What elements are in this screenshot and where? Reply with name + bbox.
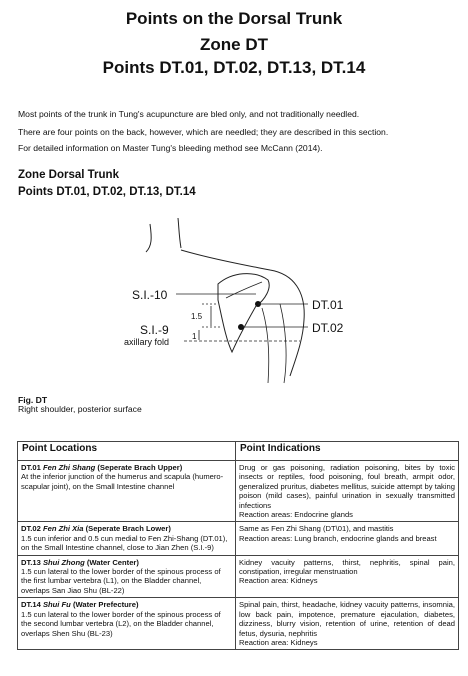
table-row (18, 555, 459, 598)
intro-line-1: Most points of the trunk in Tung's acupuncture are bled only, and not traditionally needled. (18, 109, 360, 119)
indication-text: Spinal pain, thirst, headache, kidney vacuity patterns, insomnia, low back pain, impotence, premature ejaculation, diabetes, dizziness, blurry vision, retention of urine, retention of dead fetus, dysuria, nephritis (239, 600, 455, 638)
point-pinyin: Fen Zhi Xia (42, 524, 84, 534)
neck-line-right (178, 218, 181, 248)
point-pinyin: Shui Zhong (42, 557, 85, 567)
label-si9: S.I.-9 (140, 323, 169, 337)
label-measure-15: 1.5 (191, 312, 203, 321)
points-table (17, 441, 459, 650)
header-locations: Point Locations (18, 442, 236, 461)
table-row (18, 598, 459, 650)
table-row (18, 461, 459, 522)
table-header-row (18, 442, 459, 461)
point-code: DT.02 (21, 524, 41, 534)
intro-line-3: For detailed information on Master Tung's bleeding method see McCann (2014). (18, 143, 323, 153)
point-english: (Water Center) (86, 557, 139, 567)
scapula-spine (226, 282, 262, 298)
point-code: DT.01 (21, 463, 41, 472)
location-cell (18, 598, 236, 650)
page-title: Points on the Dorsal Trunk (125, 9, 343, 28)
shoulder-figure (0, 208, 468, 388)
label-dt01: DT.01 (312, 298, 344, 312)
table-row (18, 522, 459, 555)
point-code: DT.14 (21, 600, 41, 610)
label-measure-1: 1 (192, 332, 197, 341)
reaction-text: Reaction area: Kidneys (239, 576, 318, 586)
label-si10: S.I.-10 (132, 288, 168, 302)
figure-caption-title: Fig. DT (18, 395, 48, 405)
location-cell (18, 522, 236, 555)
point-pinyin: Shui Fu (42, 600, 71, 610)
point-english: (Seperate Brach Upper) (97, 463, 183, 472)
humerus-line-2 (280, 304, 286, 383)
point-english: (Seperate Brach Lower) (85, 524, 171, 534)
indication-text: Same as Fen Zhi Shang (DT\01), and mastitis (239, 524, 394, 534)
points-title: Points DT.01, DT.02, DT.13, DT.14 (102, 58, 366, 77)
label-axillary: axillary fold (124, 337, 170, 347)
section-subheading: Points DT.01, DT.02, DT.13, DT.14 (18, 186, 196, 198)
header-indications: Point Indications (236, 442, 459, 461)
indication-cell (236, 555, 459, 598)
indication-cell (236, 598, 459, 650)
point-code: DT.13 (21, 557, 41, 567)
location-text: At the inferior junction of the humerus and scapula (humero-scapular joint), on the Small Intestine channel (21, 472, 224, 491)
scapula-outline (218, 274, 269, 352)
indication-cell (236, 522, 459, 555)
location-text: 1.5 cun lateral to the lower border of the spinous process of the first lumbar vertebra (L1), on the Bladder channel, overlaps San Jiao Shu (BL-22) (21, 567, 221, 595)
reaction-text: Reaction area: Kidneys (239, 637, 318, 647)
location-text: 1.5 cun lateral to the lower border of the spinous process of the second lumbar vertebra (L2), on the Bladder channel, overlaps Shen Shu (BL-23) (21, 609, 221, 638)
zone-title: Zone DT (200, 35, 268, 54)
section-heading: Zone Dorsal Trunk (18, 169, 119, 181)
reaction-text: Reaction areas: Lung branch, endocrine glands and breast (239, 533, 437, 543)
neck-line-left (146, 224, 151, 252)
point-english: (Water Prefecture) (72, 600, 139, 610)
location-cell (18, 461, 236, 522)
location-cell (18, 555, 236, 598)
indication-cell (236, 461, 459, 522)
intro-line-2: There are four points on the back, however, which are needled; they are described in this section. (18, 127, 389, 137)
reaction-text: Reaction areas: Endocrine glands (239, 510, 353, 520)
label-dt02: DT.02 (312, 321, 344, 335)
humerus-line-1 (262, 308, 269, 383)
point-pinyin: Fen Zhi Shang (42, 463, 96, 472)
figure-caption-text: Right shoulder, posterior surface (18, 404, 142, 414)
indication-text: Drug or gas poisoning, radiation poisoning, bites by toxic insects or reptiles, food poisoning, foul breath, armpit odor, generalized pruritus, diabetes mellitus, suicide attempt by taking poison (mild cases), painful urination in sexually transmitted infections (239, 463, 455, 510)
indication-text: Kidney vacuity patterns, thirst, nephritis, spinal pain, constipation, irregular menstruation (239, 557, 455, 577)
location-text: 1.5 cun inferior and 0.5 cun medial to Fen Zhi-Shang (DT.01), on the Small Intestine channel, close to Jian Zhen (S.I.-9) (21, 533, 228, 553)
